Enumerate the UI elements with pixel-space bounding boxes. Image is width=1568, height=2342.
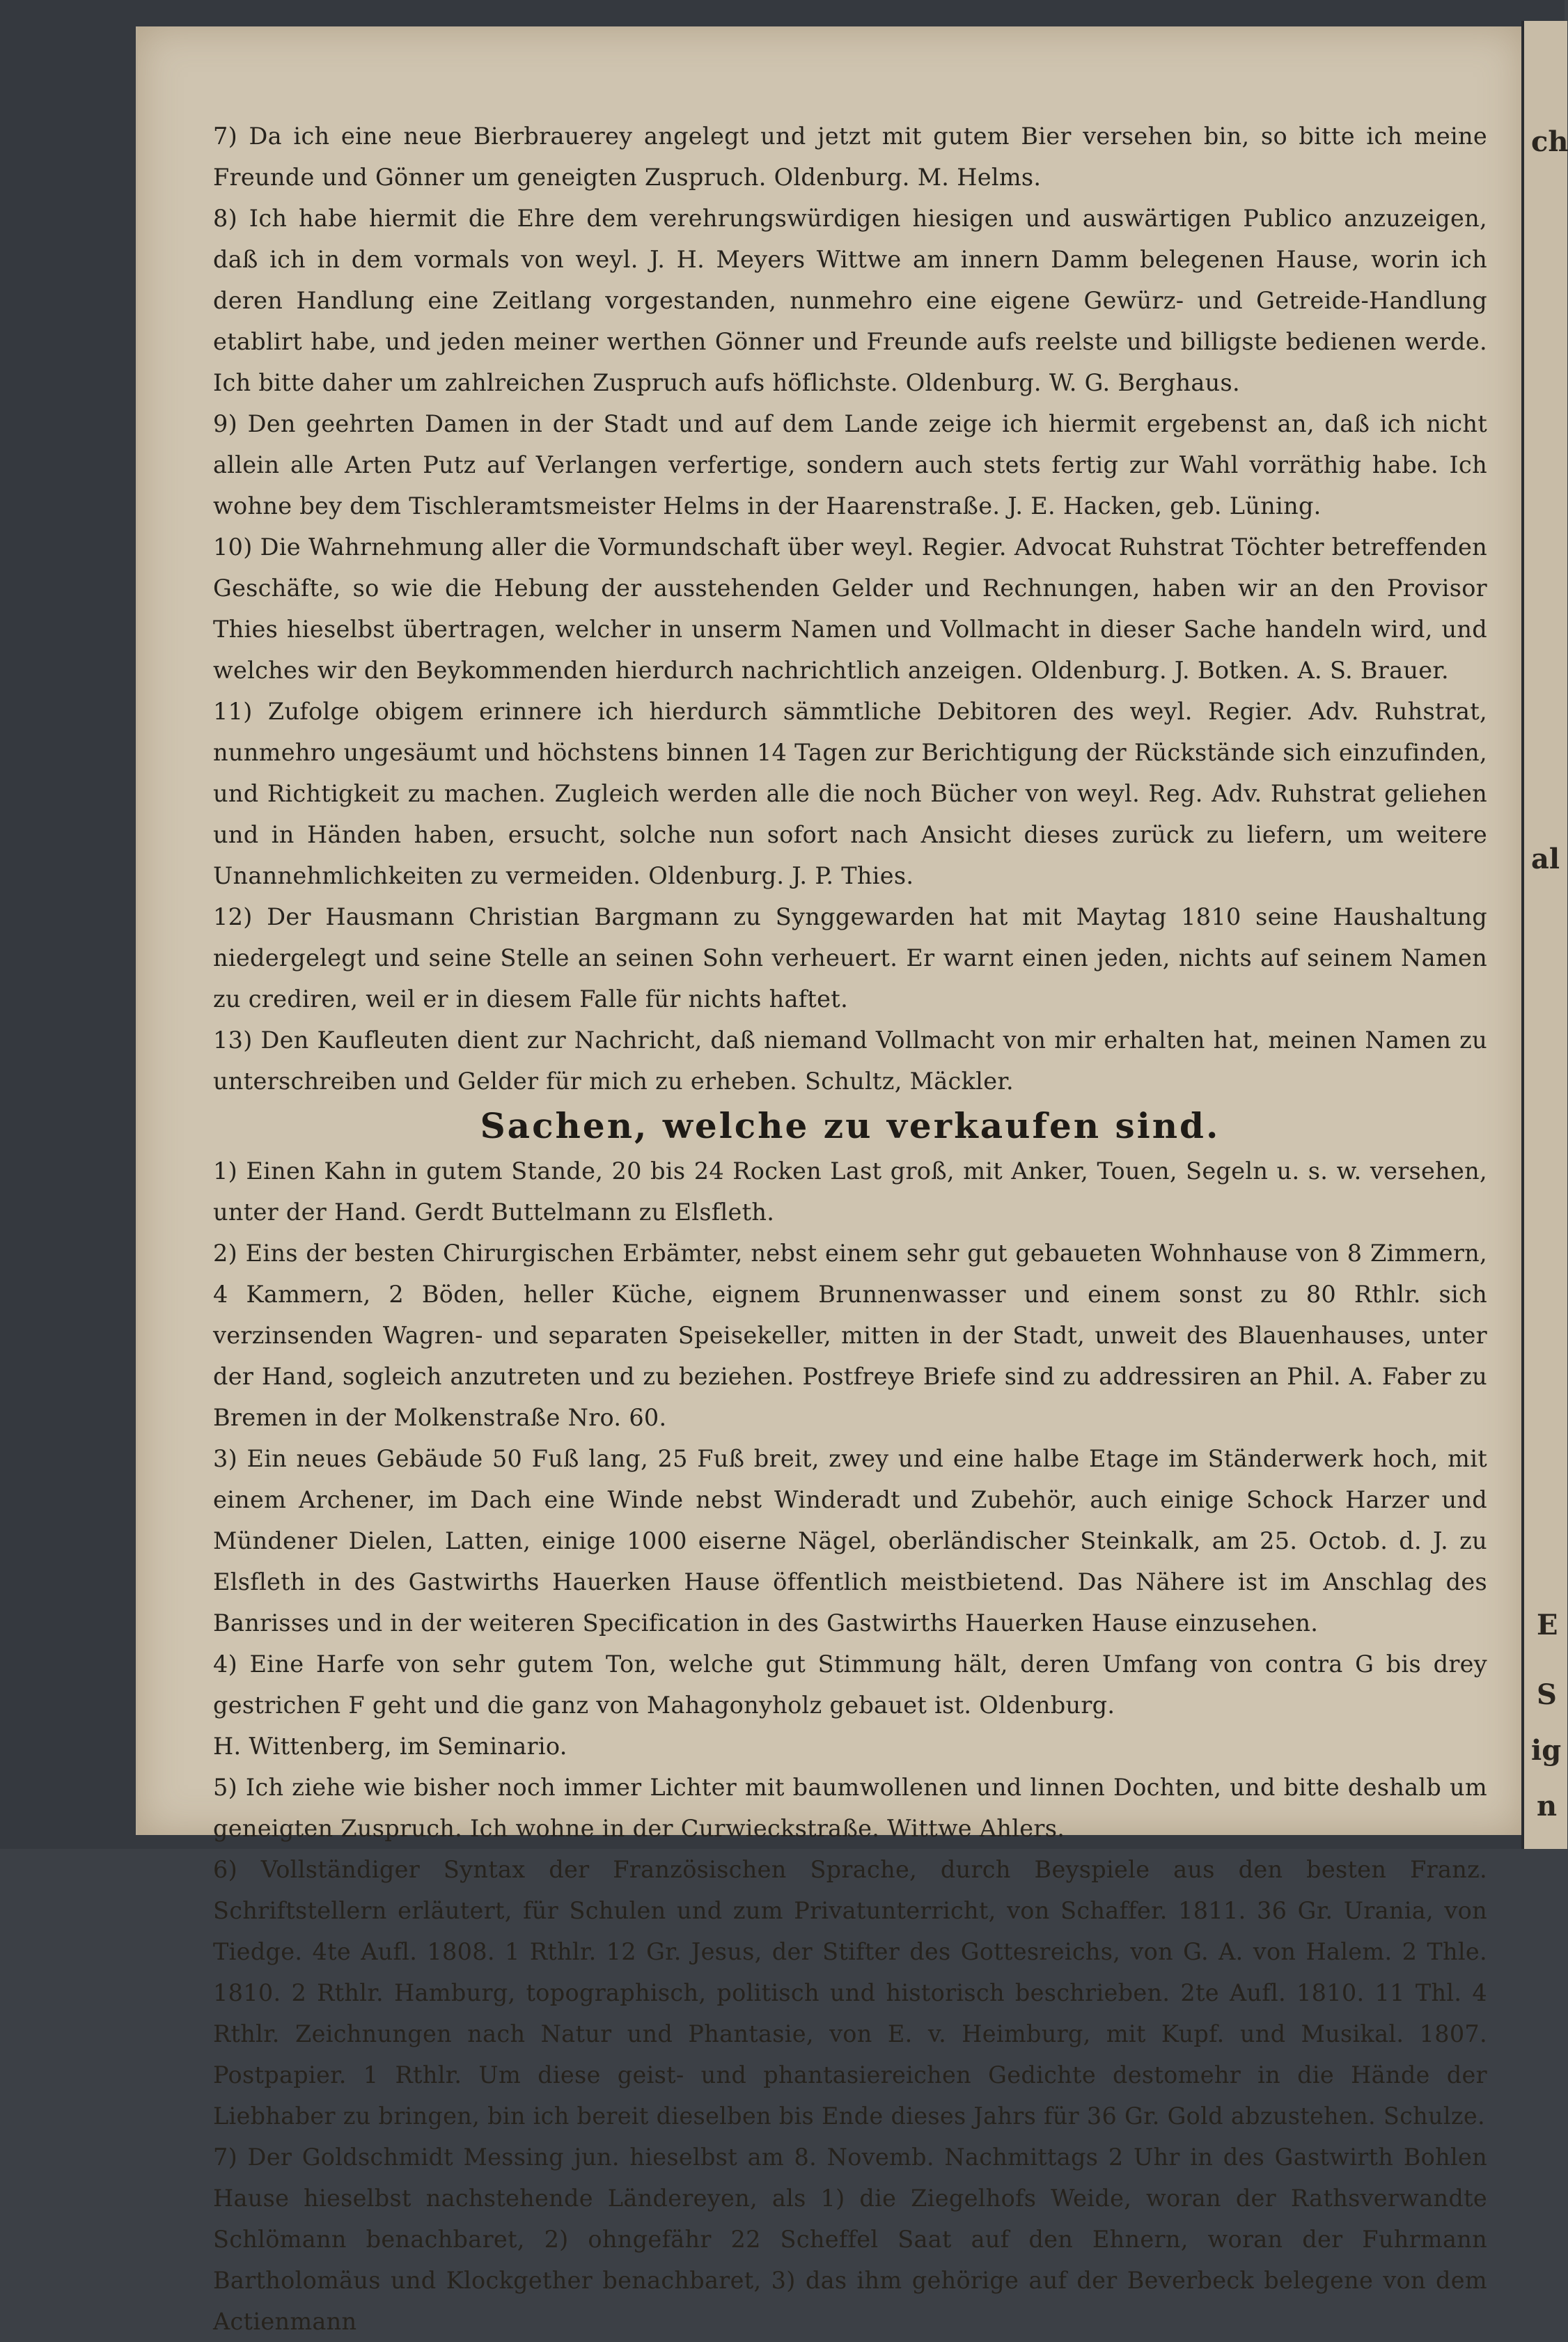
notice-paragraph: 8) Ich habe hiermit die Ehre dem verehrungswürdigen hiesigen und auswärtigen Publico anzuzeigen, daß ich in dem vormals von weyl. J. H. Meyers Wittwe am innern Damm belegenen Hause, worin ich deren Handlung eine Zeitlang vorgestanden, nunmehro eine eigene Gewürz- und Getreide-Handlung etablirt habe, und jeden meiner werthen Gönner und Freunde aufs reelste und billigste bedienen werde. Ich bitte daher um zahlreichen Zuspruch aufs höflichste. Oldenburg. W. G. Berghaus. [213, 205, 1487, 396]
edge-fragment: al [1531, 843, 1560, 875]
edge-fragment: ig [1531, 1734, 1562, 1767]
notice-paragraph: 13) Den Kaufleuten dient zur Nachricht, daß niemand Vollmacht von mir erhalten hat, meinen Namen zu unterschreiben und Gelder für mich zu erheben. Schultz, Mäckler. [213, 1026, 1487, 1095]
adjacent-page-edge [1521, 21, 1567, 1849]
sale-paragraph: 6) Vollständiger Syntax der Französischen Sprache, durch Beyspiele aus den besten Franz. Schriftstellern erläutert, für Schulen und zum Privatunterricht, von Schaffer. 1811. 36 Gr. Urania, von Tiedge. 4te Aufl. 1808. 1 Rthlr. 12 Gr. Jesus, der Stifter des Gottesreichs, von G. A. von Halem. 2 Thle. 1810. 2 Rthlr. Hamburg, topographisch, politisch und historisch beschrieben. 2te Aufl. 1810. 11 Thl. 4 Rthlr. Zeichnungen nach Natur und Phantasie, von E. v. Heimburg, mit Kupf. und Musikal. 1807. Postpapier. 1 Rthlr. Um diese geist- und phantasiereichen Gedichte destomehr in die Hände der Liebhaber zu bringen, bin ich bereit dieselben bis Ende dieses Jahrs für 36 Gr. Gold abzustehen. Schulze. [213, 1856, 1487, 2130]
sale-paragraph: 7) Der Goldschmidt Messing jun. hieselbst am 8. Novemb. Nachmittags 2 Uhr in des Gastwirth Bohlen Hause hieselbst nachstehende Ländereyen, als 1) die Ziegelhofs Weide, woran der Rathsverwandte Schlömann benachbaret, 2) ohngefähr 22 Scheffel Saat auf den Ehnern, woran der Fuhrmann Bartholomäus und Klockgether benachbaret, 3) das ihm gehörige auf der Beverbeck belegene von dem Actienmann [213, 2144, 1487, 2335]
notice-paragraph: 10) Die Wahrnehmung aller die Vormundschaft über weyl. Regier. Advocat Ruhstrat Töchter betreffenden Geschäfte, so wie die Hebung der ausstehenden Gelder und Rechnungen, haben wir an den Provisor Thies hieselbst übertragen, welcher in unserm Namen und Vollmacht in dieser Sache handeln wird, und welches wir den Beykommenden hierdurch nachrichtlich anzeigen. Oldenburg. J. Botken. A. S. Brauer. [213, 533, 1487, 684]
edge-fragment: S [1537, 1678, 1557, 1711]
newspaper-page [136, 26, 1523, 2335]
notice-paragraph: 9) Den geehrten Damen in der Stadt und auf dem Lande zeige ich hiermit ergebenst an, daß ich nicht allein alle Arten Putz auf Verlangen verfertige, sondern auch stets fertig zur Wahl vorräthig habe. Ich wohne bey dem Tischleramtsmeister Helms in der Haarenstraße. J. E. Hacken, geb. Lüning. [213, 410, 1487, 520]
sale-paragraph: 5) Ich ziehe wie bisher noch immer Lichter mit baumwollenen und linnen Dochten, und bitte deshalb um geneigten Zuspruch. Ich wohne in der Curwieckstraße. Wittwe Ahlers. [213, 1774, 1487, 1842]
sale-paragraph: 1) Einen Kahn in gutem Stande, 20 bis 24 Rocken Last groß, mit Anker, Touen, Segeln u. s. w. versehen, unter der Hand. Gerdt Buttelmann zu Elsfleth. [213, 1157, 1487, 1226]
section-heading: Sachen, welche zu verkaufen sind. [480, 1105, 1221, 1146]
sale-paragraph: 4) Eine Harfe von sehr gutem Ton, welche gut Stimmung hält, deren Umfang von contra G bis drey gestrichen F geht und die ganz von Mahagonyholz gebauet ist. Oldenburg. H. Wittenberg, im Seminario. [213, 1650, 1487, 1760]
edge-fragment: E [1537, 1609, 1558, 1641]
notice-paragraph: 7) Da ich eine neue Bierbrauerey angelegt und jetzt mit gutem Bier versehen bin, so bitte ich meine Freunde und Gönner um geneigten Zuspruch. Oldenburg. M. Helms. [213, 123, 1487, 191]
sale-paragraph: 2) Eins der besten Chirurgischen Erbämter, nebst einem sehr gut gebaueten Wohnhause von 8 Zimmern, 4 Kammern, 2 Böden, heller Küche, eignem Brunnenwasser und einem sonst zu 80 Rthlr. sich verzinsenden Wagren- und separaten Speisekeller, mitten in der Stadt, unweit des Blauenhauses, unter der Hand, sogleich anzutreten und zu beziehen. Postfreye Briefe sind zu addressiren an Phil. A. Faber zu Bremen in der Molkenstraße Nro. 60. [213, 1240, 1487, 1431]
edge-fragment: ch [1531, 125, 1568, 158]
notice-paragraph: 11) Zufolge obigem erinnere ich hierdurch sämmtliche Debitoren des weyl. Regier. Adv. Ruhstrat, nunmehro ungesäumt und höchstens binnen 14 Tagen zur Berichtigung der Rückstände sich einzufinden, und Richtigkeit zu machen. Zugleich werden alle die noch Bücher von weyl. Reg. Adv. Ruhstrat geliehen und in Händen haben, ersucht, solche nun sofort nach Ansicht dieses zurück zu liefern, um weitere Unannehmlichkeiten zu vermeiden. Oldenburg. J. P. Thies. [213, 698, 1487, 889]
notice-paragraph: 12) Der Hausmann Christian Bargmann zu Synggewarden hat mit Maytag 1810 seine Haushaltung niedergelegt und seine Stelle an seinen Sohn verheuert. Er warnt einen jeden, nichts auf seinem Namen zu crediren, weil er in diesem Falle für nichts haftet. [213, 903, 1487, 1013]
edge-fragment: n [1537, 1790, 1558, 1822]
page-content [213, 116, 1487, 2342]
sale-paragraph: 3) Ein neues Gebäude 50 Fuß lang, 25 Fuß breit, zwey und eine halbe Etage im Ständerwerk hoch, mit einem Archener, im Dach eine Winde nebst Winderadt und Zubehör, auch einige Schock Harzer und Mündener Dielen, Latten, einige 1000 eiserne Nägel, oberländischer Steinkalk, am 25. Octob. d. J. zu Elsfleth in des Gastwirths Hauerken Hause öffentlich meistbietend. Das Nähere ist im Anschlag des Banrisses und in der weiteren Specification in des Gastwirths Hauerken Hause einzusehen. [213, 1445, 1487, 1637]
